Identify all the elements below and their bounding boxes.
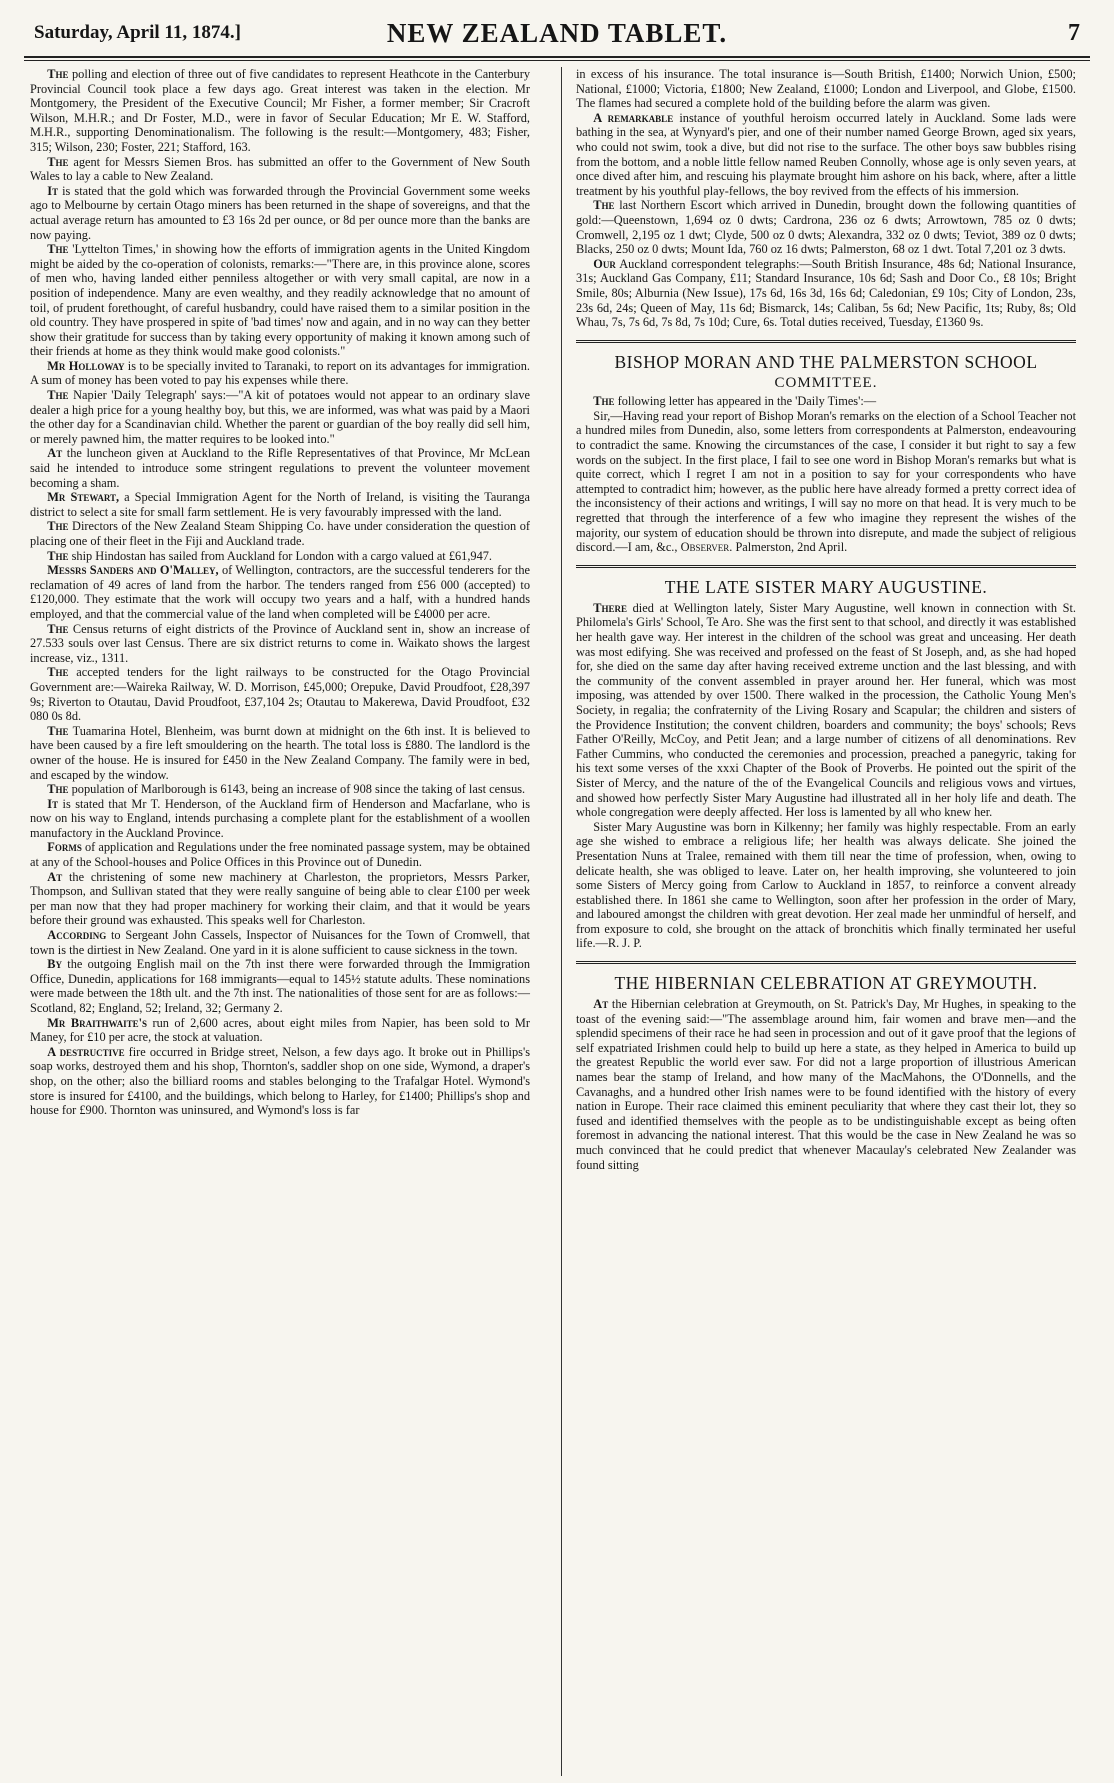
news-paragraph [30,242,530,359]
lead-word: The [47,665,69,680]
news-paragraph [30,446,530,490]
paragraph-text: accepted tenders for the light railways to be constructed for the Otago Provincial Government are:—Waireka Railway, W. D. Morrison, £45,000; Orepuke, David Proudfoot, £28,397 9s; Riverton to Otautau, David Proudfoot, £37,104 2s; Otautau to Makerewa, David Proudfoot, £32 080 0s 8d. [30,665,530,724]
news-paragraph [30,928,530,957]
paragraph-text: Napier 'Daily Telegraph' says:—"A kit of potatoes would not appear to an ordinary slave dealer a high price for a young healthy boy, but this, we are informed, was what was paid by a Maori the other day for a Scandinavian child. Whether the parent or guardian of the boy really did sell him, or merely pawned him, the matter requires to be looked into." [30,388,530,446]
paragraph-text: of application and Regulations under the free nominated passage system, may be obtained at any of the School-houses and Police Offices in this Province out of Dunedin. [30,840,530,870]
letter-place-date: Palmerston, 2nd April. [732,540,848,555]
news-paragraph [30,782,530,797]
paragraph-text: Sir,—Having read your report of Bishop Moran's remarks on the election of a School Teacher not a hundred miles from Dunedin, also, some letters from correspondents at Palmerston, endeavouring to contradict the same. Knowing the circumstances of the case, I consider it but right to say a few words on the subject. In the first place, I fail to see one word in Bishop Moran's remarks but what is quite correct, which I regret I am not in a position to say for your correspondents who have attempted to contradict him; however, as the public here have already formed a pretty correct idea of the inconsistency of their actions and writings, I will say no more on that head. It is very much to be regretted that through the interference of a few who imagine they represent the wishes of the majority, our system of education should be thrown into disrepute, and made the subject of religious discord.—I am, &c., [576,408,1076,555]
news-paragraph [576,257,1076,330]
article-heading: BISHOP MORAN AND THE PALMERSTON SCHOOL [614,351,1038,372]
lead-word: Forms [47,840,82,855]
paragraph-text: Census returns of eight districts of the Province of Auckland sent in, show an increase of 27.533 souls over last Census. There are six district returns to come in. Waikato shows the largest increase, viz., 1311. [30,621,530,665]
article-hibernian [576,974,1076,1172]
columns [24,61,1090,1776]
lead-word: Mr Holloway [47,358,125,373]
paragraph-text: last Northern Escort which arrived in Dunedin, brought down the following quantities of gold:—Queenstown, 1,694 oz 0 dwts; Cardrona, 236 oz 6 dwts; Arrowtown, 785 oz 0 dwts; Cromwell, 2,195 oz 1 dwt; Clyde, 500 oz 0 dwts; Alexandra, 332 oz 0 dwts; Teviot, 389 oz 0 dwts; Blacks, 250 oz 0 dwts; Mount Ida, 760 oz 16 dwts; Palmerston, 68 oz 1 dwt. Total 7,201 oz 3 dwts. [576,198,1076,257]
paragraph-text: is to be specially invited to Taranaki, to report on its advantages for immigration. A sum of money has been voted to pay his expenses while there. [30,358,530,388]
lead-word: The [47,67,69,81]
news-paragraph [30,957,530,1015]
news-paragraph [30,665,530,723]
paragraph-text: is stated that Mr T. Henderson, of the Auckland firm of Henderson and Macfarlane, who is now on his way to England, intends purchasing a complete plant for the establishment of a woollen manufactory in the Auckland Province. [30,796,530,840]
news-paragraph [30,622,530,666]
article-heading: THE LATE SISTER MARY AUGUSTINE. [664,576,988,597]
paragraph-text: died at Wellington lately, Sister Mary Augustine, well known in connection with St. Philomela's Girls' School, Te Aro. She was the first sent to that school, and directly it was established her health gave way. Her interest in the children of the school was great and unceasing. Her death was most edifying. She was received and professed on the feast of St Joseph, and, as she had hoped for, she died on the same day after having received extreme unction and the last blessing, and with the community of the convent assembled in prayer around her. Her funeral, which was most imposing, was attended by over 1500. There walked in the procession, the Catholic Young Men's Society, in regalia; the confraternity of the Living Rosary and Scapular; the children and sisters of the Providence Institution; the convent children, boarders and community; the boys' schools; Revs Father O'Reilly, McCoy, and Petit Jean; and a large number of citizens of all denominations. Rev Father Cummins, who conducted the ceremonies and procession, preached a panegyric, taking for his text some verses of the xxxi Chapter of the Book of Proverbs. He pointed out the spirit of the Sister of Mercy, and the nature of the of the Evangelical Councils and religious vows and virtues, and showed how perfectly Sister Mary Augustine had illustrated all in her holy life and death. The whole congregation were deeply affected. Her loss is lamented by all who knew her. [576,600,1076,820]
news-paragraph [30,388,530,446]
paragraph-text: the luncheon given at Auckland to the Rifle Representatives of that Province, Mr McLean said he intended to introduce some stringent regulations to prevent the volunteer movement becoming a sham. [30,446,530,490]
lead-word: At [47,446,63,461]
lead-word: The [47,519,69,534]
lead-word: The [47,388,69,403]
news-paragraph [30,519,530,548]
news-paragraph [30,870,530,928]
lead-word: At [47,869,63,884]
paragraph-text: to Sergeant John Cassels, Inspector of Nuisances for the Town of Cromwell, that town is the dirtiest in New Zealand. One yard in it is alone sufficient to cause sickness in the town. [30,928,530,957]
paragraph-text: the Hibernian celebration at Greymouth, on St. Patrick's Day, Mr Hughes, in speaking to the toast of the evening said:—"The assemblage around him, fair women and brave men—and the splendid specimens of their race he had seen in procession and out of it gave proof that the legions of self expatriated Irishmen could help to build up here a state, as they helped in America to build up the greatest Republic the world ever saw. For did not a large proportion of illustrious American names bear the stamp of Ireland, and how many of the MacMahons, the O'Donnells, and the Cavanaghs, and a hundred other Irish names were to be found identified with the history of every nation in Europe. Their race claimed this eminent peculiarity that where they cast their lot, they so fused and identified themselves with the people as to be undistinguishable except as being often foremost in advancing the national interest. That this would be the case in New Zealand he was so much convinced that he could predict that whenever Macaulay's celebrated New Zealander was found sitting [576,997,1076,1172]
article-bishop-moran [576,353,1076,555]
paragraph-text: of Wellington, contractors, are the successful tenderers for the reclamation of 49 acres of land from the harbor. The tenders ranged from £56 000 (accepted) to £120,000. They estimate that the work will occupy two years and a half, with a hundred hands employed, and that the commercial value of the land when completed will be £4000 per acre. [30,563,530,621]
news-paragraph [30,563,530,621]
news-paragraph [30,184,530,242]
article-subheading: COMMITTEE. [774,374,878,391]
lead-word: The [47,621,69,636]
lead-word: By [47,957,63,972]
news-paragraph [576,198,1076,256]
paragraph-text: following letter has appeared in the 'Daily Times':— [614,394,877,409]
paragraph-text: in excess of his insurance. The total insurance is—South British, £1400; Norwich Union, £500; National, £1000; Victoria, £1800; New Zealand, £1000; London and Liverpool, and Globe, £1500. The flames had secured a complete hold of the building before the alarm was given. [576,67,1076,111]
newspaper-title: NEW ZEALAND TABLET. [386,18,728,48]
paragraph-text: instance of youthful heroism occurred lately in Auckland. Some lads were bathing in the sea, at Wynyard's pier, and one of their number named George Brown, aged six years, who could not swim, took a dive, but did not rise to the surface. The other boys saw bubbles rising from the bottom, and a noble little fellow named Reuben Connolly, whose age is only seven years, at once dived after him, and rescuing his playmate brought him ashore on his back, where, after a little treatment by his youthful play-fellows, the boy revived from the effects of his immersion. [576,110,1076,198]
section-divider [576,961,1076,964]
section-divider [576,565,1076,568]
letter-body [576,409,1076,555]
paragraph-text: a Special Immigration Agent for the North of Ireland, is visiting the Tauranga district to select a site for small farm settlement. He is very favourably impressed with the land. [30,490,530,519]
article-paragraph [576,997,1076,1172]
lead-word: The [47,723,69,738]
letter-signature: Observer. [680,540,733,555]
right-column [576,67,1076,1172]
paragraph-text: population of Marlborough is 6143, being an increase of 908 since the taking of last census. [68,782,526,797]
lead-word: The [593,394,615,409]
paragraph-text: Auckland correspondent telegraphs:—South British Insurance, 48s 6d; National Insurance, 31s; Auckland Gas Company, £11; Standard Insurance, 10s 6d; Sash and Door Co., £8 10s; Bright Smile, 80s; Alburnia (New Issue), 17s 6d, 16s 3d, 16s 6d; Caledonian, £9 10s; City of London, 23s, 23s 6d, 24s; Queen of May, 11s 6d; Bismarck, 14s; Caliban, 5s 6d; New Pacific, 1ts; Ruby, 8s; Old Whau, 7s, 7s 6d, 7s 8d, 7s 10d; Cure, 6s. Total duties received, Tuesday, £1360 9s. [576,256,1076,330]
lead-word: Mr Braithwaite's [47,1015,148,1030]
paragraph-text: ship Hindostan has sailed from Auckland for London with a cargo valued at £61,947. [68,548,493,563]
news-paragraph [30,724,530,782]
lead-word: The [47,242,69,257]
lead-word: Our [593,256,616,271]
lead-word: The [47,548,69,563]
lead-word: There [593,600,628,615]
lead-word: The [593,198,615,213]
news-paragraph [30,549,530,564]
column-divider [561,67,562,1776]
news-paragraph [30,155,530,184]
lead-word: The [47,154,69,169]
lead-word: Mr Stewart, [47,490,120,505]
left-column [30,67,530,1118]
lead-word: It [47,183,59,198]
news-paragraphs [576,67,1076,330]
paragraph-text: is stated that the gold which was forwarded through the Provincial Government some weeks ago to Melbourne by certain Otago miners has been returned in the shape of sovereigns, and that the actual average return has amounted to £3 16s 2d per ounce, or 8d per ounce more than the banks are now paying. [30,183,530,242]
paragraph-text: fire occurred in Bridge street, Nelson, a few days ago. It broke out in Phillips's soap works, destroyed them and his shop, Thornton's, saddler shop on one side, Wymond, a draper's shop, on the other; also the billiard rooms and stables belonging to the Trafalgar Hotel. Wymond's store is insured for £4100, and the buildings, which belong to Harley, for £1400; Phillips's shop and house for £900. Thornton was uninsured, and Wymond's loss is far [30,1044,530,1118]
article-heading: THE HIBERNIAN CELEBRATION AT GREYMOUTH. [614,973,1038,994]
news-paragraph [30,359,530,388]
news-paragraph [576,111,1076,199]
paragraph-text: the christening of some new machinery at Charleston, the proprietors, Messrs Parker, Thompson, and Sullivan stated that they were really sanguine of being able to clear £100 per week per man now that they had proper machinery for working their claim, and that it would be years before their ground was exhausted. This speaks well for Charleston. [30,869,530,928]
paragraph-text: agent for Messrs Siemen Bros. has submitted an offer to the Government of New South Wales to lay a cable to New Zealand. [30,154,530,184]
masthead [24,16,1090,52]
paragraph-text: Tuamarina Hotel, Blenheim, was burnt down at midnight on the 6th inst. It is believed to have been caused by a fire left smouldering on the hearth. The total loss is £880. The landlord is the owner of the house. He is insured for £450 in the New Zealand Company. The family were in bed, and escaped by the window. [30,723,530,782]
news-paragraph [576,67,1076,111]
section-divider [576,340,1076,343]
article-paragraph [576,601,1076,820]
paragraph-text: polling and election of three out of five candidates to represent Heathcote in the Canterbury Provincial Council took place a few days ago. Great interest was taken in the election. Mr Montgomery, the President of the Executive Council; Mr Fisher, a former member; Sir Cracroft Wilson, M.H.R.; and Dr Foster, M.D., were in favor of Secular Education; Mr E. W. Stafford, M.H.R., supporting Denominationalism. The following is the result:—Montgomery, 483; Fisher, 315; Wilson, 230; Foster, 221; Stafford, 163. [30,67,530,154]
news-paragraph [30,490,530,519]
lead-word: Messrs Sanders and O'Malley, [47,563,219,578]
news-paragraph [30,840,530,869]
lead-word: It [47,796,59,811]
article-sister-mary [576,578,1076,951]
article-paragraph: Sister Mary Augustine was born in Kilkenny; her family was highly respectable. From an early age she wished to embrace a religious life; her health was always delicate. She joined the Presentation Nuns at Tralee, remained with them till near the time of profession, when, owing to delicate health, she was obliged to leave. Later on, her health improving, she volunteered to join some Sisters of Mercy going from Carlow to Auckland in 1857, to reinforce a convent already established there. In 1861 she came to Wellington, soon after her profession in the order of Mary, and laboured amongst the children with great devotion. Her zeal made her unmindful of herself, and from exposure to cold, she brought on the attack of bronchitis which finally terminated her useful life.—R. J. P. [576,819,1076,951]
lead-word: At [593,997,609,1012]
news-paragraph [30,1016,530,1045]
news-paragraph [30,1045,530,1118]
news-paragraph [30,797,530,841]
article-intro [576,394,1076,409]
page-number: 7 [1068,20,1080,46]
paragraph-text: run of 2,600 acres, about eight miles from Napier, has been sold to Mr Maney, for £10 per acre, the stock at valuation. [30,1015,531,1045]
paragraph-text: the outgoing English mail on the 7th inst there were forwarded through the Immigration Office, Dunedin, applications for 168 immigrants—equal to 145½ statute adults. These nominations were made between the 18th ult. and the 7th inst. The nationalities of those sent for are as follows:—Scotland, 82; England, 52; Ireland, 32; Germany 2. [30,957,530,1015]
lead-word: A remarkable [593,110,674,125]
lead-word: A destructive [47,1044,125,1059]
paragraph-text: 'Lyttelton Times,' in showing how the efforts of immigration agents in the United Kingdom might be aided by the co-operation of colonists, remarks:—"There are, in this province alone, scores of men who, having landed either penniless altogether or with very small capital, are now in a position of independence. Many are even wealthy, and they readily acknowledge that no amount of toil, of prudent forethought, of careful husbandry, could have raised them to a similar position in the old country. They have prospered in spite of 'bad times' now and again, and in no way can they better show their gratitude for success than by taking every opportunity of making it known among such of their friends at home as they think would make good colonists." [30,242,530,359]
news-paragraph [30,67,530,155]
lead-word: The [47,782,69,797]
issue-date: Saturday, April 11, 1874.] [34,22,241,43]
paragraph-text: Directors of the New Zealand Steam Shipping Co. have under consideration the question of placing one of their fleet in the Fiji and Auckland trade. [30,519,530,548]
lead-word: According [47,928,107,943]
